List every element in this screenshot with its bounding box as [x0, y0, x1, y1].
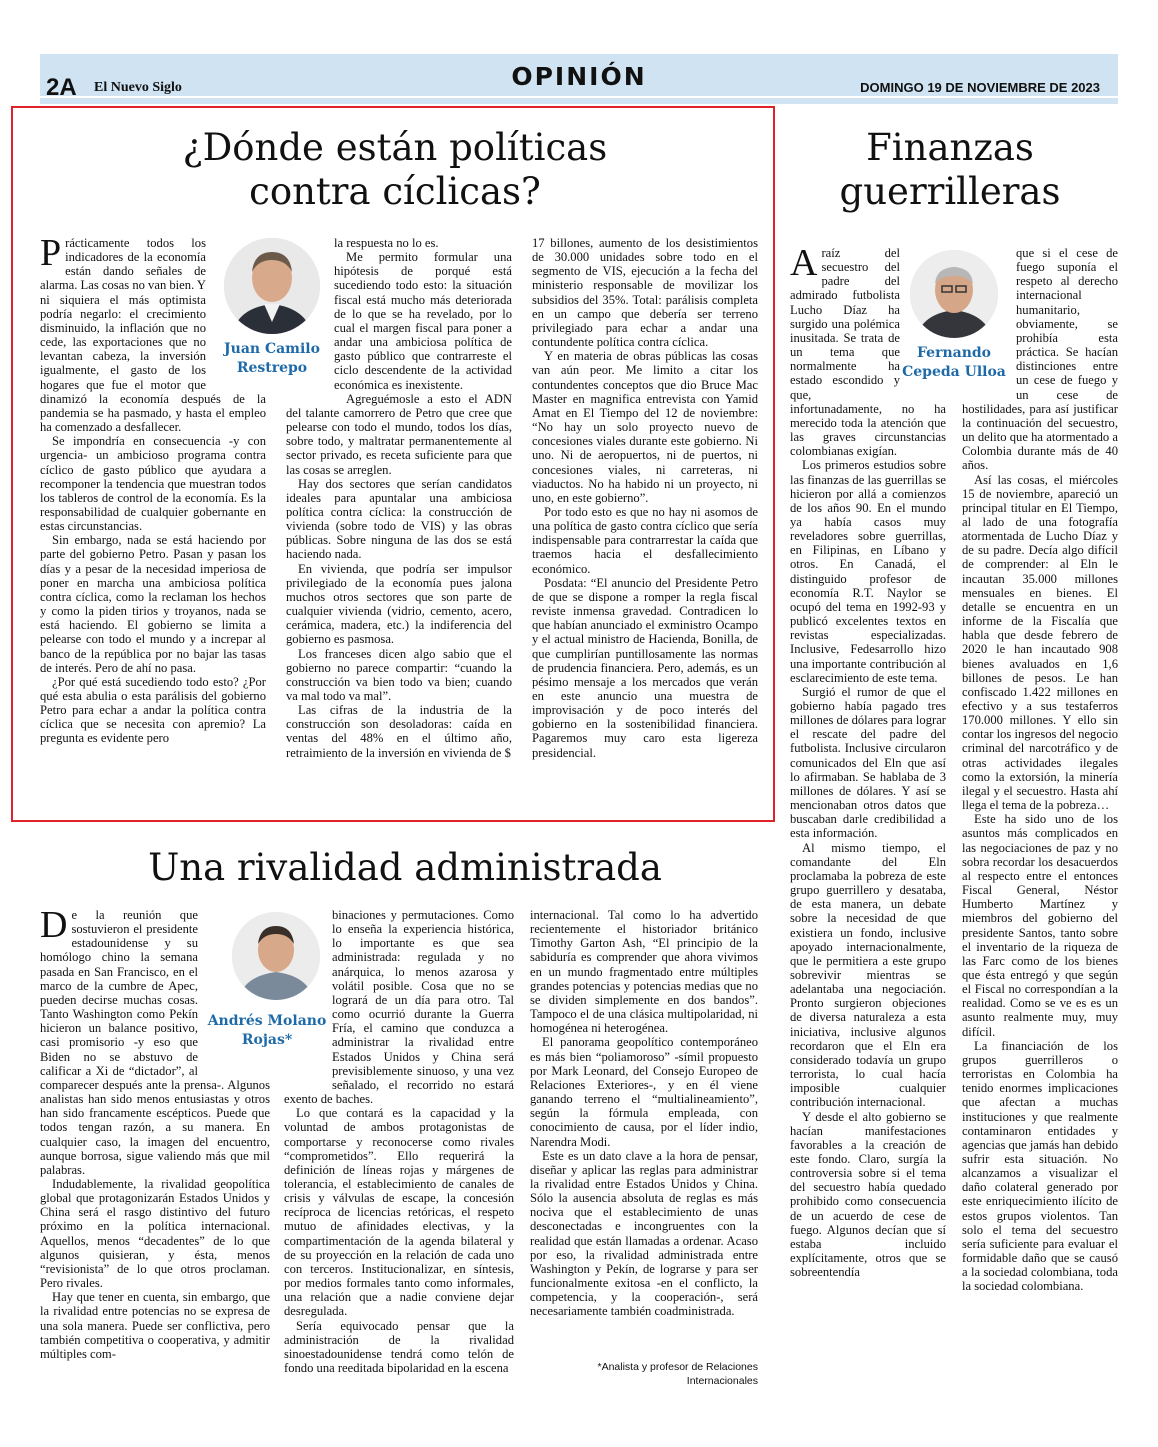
article2-column-2	[284, 908, 514, 1396]
article3-author-line1: Fernando	[916, 345, 991, 361]
article2-title: Una rivalidad administrada	[148, 846, 662, 889]
paragraph: Me permito formular una hipótesis de porqué está sucediendo todo esto: la situación fiscal está mucho más deteriorada de lo que se ha revelado, por lo cual el margen fiscal para poner a andar una ambiciosa política de gasto público que contrarreste el ciclo descendente de la actividad económica es inexistente.	[334, 250, 512, 392]
article3-dropcap: A	[790, 246, 818, 284]
article1-title	[20, 126, 770, 213]
paragraph: Y en materia de obras públicas las cosas van aún peor. Me limito a citar los contundentes conceptos que dio Bruce Mac Master en magnifica entrevista con Yamid Amat en El Tiempo del 12 de noviembre: “No hay un solo proyecto nuevo de concesiones viales durante este gobierno. Ni uno. Ni de aeropuertos, ni de puertos, ni concesiones viales, ni carreteras, ni viaductos. No ha habido ni un proyecto, ni uno, en este gobierno”.	[532, 349, 758, 505]
paragraph: Hay que tener en cuenta, sin embargo, que la rivalidad entre potencias no se expresa de una sola manera. Puede ser conflictiva, pero también competitiva o cooperativa, y admitir múltiples com-	[40, 1290, 270, 1361]
paragraph: internacional. Tal como lo ha advertido recientemente el historiador británico Timothy Garton Ash, “El principio de la sabiduría es comprender que ahora vivimos en un mundo fragmentado entre múltiples grandes potencias y potencias medias que no se dividen simplemente en dos bandos”. Tampoco el de una clásica multipolaridad, ni homogénea ni heterogénea.	[530, 908, 758, 1036]
article3-author-line2: Cepeda Ulloa	[902, 364, 1006, 380]
credit-line2: Internacionales	[686, 1375, 758, 1387]
article2-author-line2: Rojas*	[241, 1032, 293, 1048]
paragraph: que si el cese de fuego suponía el respeto al derecho internacional humanitario, obviamente, se prohibía esta práctica. Se hacían distinciones entre un cese de fuego y un cese de hostilidades, para así justificar la continuación del secuestro, un delito que ha atormentado a Colombia durante más de 40 años.	[962, 246, 1118, 473]
article1-title-line2: contra cíclicas?	[249, 169, 541, 213]
article2-author-credit	[530, 1360, 758, 1388]
paragraph: Por todo esto es que no hay ni asomos de una política de gasto contra cíclico que sería indispensable para contrarrestar la caída que traemos hacia el desfallecimiento económico.	[532, 504, 758, 576]
paragraph: raíz del secuestro del padre del admirado futbolista Lucho Díaz ha surgido una polémica inusitada. Se trata de un tema que normalmente ha estado escondido y que, infortunadamente, no ha merecido toda la atención que las graves circunstancias colombianas exigían.	[790, 246, 946, 459]
article3-column-2	[962, 246, 1118, 1386]
paragraph: Agreguémosle a esto el ADN del talante camorrero de Petro que cree que pelearse con todo el mundo, todos los días, sobre todo, y maltratar permanentemente al sector privado, es receta suficiente para que las cosas se arreglen.	[286, 391, 512, 477]
article2-column-1	[40, 908, 270, 1396]
paragraph: e la reunión que sostuvieron el presidente estadounidense y su homólogo chino la semana pasada en San Francisco, en el marco de la cumbre de Apec, pueden decirse muchas cosas. Tanto Washington como Pekín hicieron un balance positivo, casi promisorio -y eso que Biden no se abstuvo de calificar a Xi de “dictador”, al comparecer después ante la prensa-. Algunos analistas han sido menos entusiastas y otros han sido francamente escépticos. Puede que todos tengan razón, a su manera. En cualquier caso, la imagen del encuentro, aunque borrosa, sigue valiendo más que mil palabras.	[40, 908, 270, 1177]
article1-author-line2: Restrepo	[236, 360, 308, 376]
paragraph: Posdata: “El anuncio del Presidente Petro de que se dispone a romper la regla fiscal reviste inmensa gravedad. Contradicen lo que habían anunciado el exministro Ocampo y el actual ministro de Hacienda, Bonilla, de que cumplirían puntillosamente las normas de prudencia financiera. Pero, además, es un pésimo mensaje a los mercados que verán en este anuncio una muestra de improvisación y de poco interés del gobierno en la sostenibilidad financiera. Pagaremos muy caro esta ligereza presidencial.	[532, 575, 758, 760]
paragraph: Lo que contará es la capacidad y la voluntad de ambos protagonistas de comportarse y reconocerse como rivales “comprometidos”. Ello requerirá la definición de líneas rojas y márgenes de tolerancia, el establecimiento de canales de crisis y válvulas de escape, la concesión recíproca de licencias retóricas, el respeto mutuo de afinidades electivas, y la compartimentación de la agenda bilateral y de su proyección en la relación de cada uno con terceros. Institucionalizar, en síntesis, por medios formales tanto como informales, una relación que a nadie conviene dejar desregulada.	[284, 1106, 514, 1319]
article3-title-line2: guerrilleras	[839, 169, 1061, 213]
paragraph: Este ha sido uno de los asuntos más complicados en las negociaciones de paz y no sobra recordar los desacuerdos al respecto entre el entonces Fiscal General, Néstor Humberto Martínez y miembros del gobierno del presidente Santos, tanto sobre el inventario de la riqueza de las Farc como de los bienes que ésta entregó y que según el Fiscal no correspondían a la realidad. Como se ve es es un asunto realmente muy, muy difícil.	[962, 812, 1118, 1039]
paragraph: la respuesta no lo es.	[334, 236, 439, 250]
paragraph: Surgió el rumor de que el gobierno había pagado tres millones de dólares para lograr el rescate del padre del futbolista. Inclusive circularon comunicados del Eln que así lo afirmaban. Se hablaba de 3 millones de dólares. Y así se mencionaban otros datos que buscaban darle credibilidad a esta información.	[790, 684, 946, 841]
paragraph: ¿Por qué está sucediendo todo esto? ¿Por qué esta abulia o esta parálisis del gobierno Petro para echar a andar la política contra cíclica que se necesita con apremio? La pregunta es evidente pero	[40, 674, 266, 746]
paragraph: La financiación de los grupos guerrilleros o terroristas en Colombia ha tenido enormes implicaciones que afectan a muchas instituciones y que realmente contaminaron entidades y agencias que jamás han debido sufrir esta situación. No alcanzamos a visualizar el daño colateral generado por este enriquecimiento ilícito de estos grupos violentos. Tan solo el tema del secuestro sería suficiente para evaluar el formidable daño que se causó a la sociedad colombiana, toda la sociedad colombiana.	[962, 1038, 1118, 1294]
article3-column-1	[790, 246, 946, 1386]
issue-date: DOMINGO 19 DE NOVIEMBRE DE 2023	[860, 80, 1100, 95]
article2-dropcap: D	[40, 908, 68, 946]
page-number: 2A	[46, 74, 77, 101]
article1-author-line1: Juan Camilo	[224, 341, 320, 357]
paragraph: Y desde el alto gobierno se hacían manifestaciones favorables a la creación de este fondo. Claro, surgía la controversia sobre si el tema del secuestro había quedado prohibido como consecuencia de un acuerdo de cese de fuego. Algunos decían que sí estaba incluido explícitamente, otros que se sobreentendía	[790, 1109, 946, 1280]
paragraph: binaciones y permutaciones. Como lo enseña la experiencia histórica, lo importante es que sea administrada: regulada y no anárquica, lo menos azarosa y volátil posible. Cosa que no se logrará de un día para otro. Tal como ocurrió durante la Guerra Fría, el camino que conduzca a administrar la rivalidad entre Estados Unidos y China será previsiblemente sinuoso, y una vez señalado, el recorrido no estará exento de baches.	[284, 908, 514, 1107]
article1-column-1	[40, 236, 266, 800]
paragraph: Así las cosas, el miércoles 15 de noviembre, apareció un principal titular en El Tiempo, al lado de una fotografía atormentada de Lucho Díaz y de su padre. Decía algo difícil de comprender: al Eln le incautan 35.000 millones mensuales en bienes. El detalle se encuentra en un informe de la Fiscalía que habla que desde febrero de 2020 le han incautado 908 bienes avaluados en 1,6 billones de pesos. Le han confiscado 1.422 millones en efectivo y a sus testaferros 170.000 millones. Y ello sin contar los ingresos del negocio criminal del narcotráfico y de otras actividades ilegales como la extorsión, la minería ilegal y el secuestro. Hasta ahí llega el tema de la pobreza…	[962, 472, 1118, 813]
paragraph: Sin embargo, nada se está haciendo por parte del gobierno Petro. Pasan y pasan los días y a pesar de la necesidad imperiosa de poner en marcha una ambiciosa política contra cíclica, como la reclaman los hechos y como la piden tirios y troyanos, nada se está haciendo. El gobierno se limita a pelearse con todo el mundo y a increpar al banco de la república por no bajar las tasas de interés. Pero de ahí no pasa.	[40, 533, 266, 675]
newspaper-brand: El Nuevo Siglo	[94, 80, 182, 95]
paragraph: Se impondría en consecuencia -y con urgencia- un ambicioso programa contra cíclico de gasto público que ayudara a recomponer la tendencia que muestran todos los tableros de control de la economía. Es la responsabilidad de cualquier gobernante en estas circunstancias.	[40, 434, 266, 534]
paragraph: Indudablemente, la rivalidad geopolítica global que protagonizarán Estados Unidos y China será el rasgo distintivo del futuro próximo en la política internacional. Aquellos, menos “decadentes” de lo que algunos quisieran, y ésta, menos “revisionista” de lo que otros proclaman. Pero rivales.	[40, 1176, 270, 1291]
paragraph: Este es un dato clave a la hora de pensar, diseñar y aplicar las reglas para administrar la rivalidad entre Estados Unidos y China. Sólo la ausencia absoluta de reglas es más nociva que el establecimiento de unas desconectadas e incongruentes con la realidad que están llamadas a ordenar. Acaso por eso, la rivalidad administrada entre Washington y Pekín, de lograrse y para ser funcionalmente exitosa -en el conflicto, la competencia, y la cooperación-, será necesariamente también coadministrada.	[530, 1148, 758, 1319]
credit-line1: *Analista y profesor de Relaciones	[597, 1361, 758, 1373]
article1-dropcap: P	[40, 236, 62, 274]
header-rule	[40, 96, 1118, 104]
article3-title-line1: Finanzas	[866, 126, 1034, 169]
article2-column-3	[530, 908, 758, 1358]
paragraph: Hay dos sectores que serían candidatos ideales para apuntalar una ambiciosa política contra cíclica: la construcción de vivienda (sobre todo de VIS) y las obras públicas. Sobre ninguna de las dos se está haciendo nada.	[286, 476, 512, 562]
paragraph: Al mismo tiempo, el comandante del Eln proclamaba la pobreza de este grupo guerrillero y desataba, de esta manera, un debate sobre la necesidad de que existiera un fondo, inclusive apoyado internacionalmente, que le permitiera a este grupo sobrevivir mientras se adelantaba una negociación. Pronto surgieron objeciones de diversa naturaleza a esta iniciativa, inclusive algunos recordaron que el Eln era considerado todavía un grupo terrorista, lo cual hacía imposible cualquier contribución internacional.	[790, 840, 946, 1110]
article2-author-line1: Andrés Molano	[207, 1013, 327, 1029]
paragraph: El panorama geopolítico contemporáneo es más bien “poliamoroso” -símil propuesto por Mark Leonard, del Consejo Europeo de Relaciones Exteriores-, y en él viene ganando terreno el “multialineamiento”, según la fórmula empleada, con conocimiento de causa, por el líder indio, Narendra Modi.	[530, 1035, 758, 1149]
article1-column-2	[286, 236, 512, 800]
paragraph: 17 billones, aumento de los desistimientos de 30.000 unidades sobre todo en el segmento de VIS, ejecución a la fecha del ministerio responsable de movilizar los subsidios del 35%. Total: parálisis completa en un campo que debería ser terreno privilegiado para echar a andar una contundente política contra cíclica.	[532, 236, 758, 350]
paragraph: Sería equivocado pensar que la administración de la rivalidad sinoestadounidense tendrá como telón de fondo una reeditada bipolaridad en la escena	[284, 1318, 514, 1375]
article3-title	[790, 126, 1110, 213]
article1-column-3	[532, 236, 758, 800]
paragraph: rácticamente todos los indicadores de la economía están dando señales de alarma. Las cosas no van bien. Y ni siquiera el más optimista podría negarlo: el crecimiento disminuido, la inflación que no cede, las exportaciones que no levantan cabeza, la inversión igualmente, el gasto de los hogares que fue el motor que dinamizó la economía después de la pandemia se ha pasmado, y hasta el empleo ha comenzado a desfallecer.	[40, 236, 266, 435]
paragraph: Los franceses dicen algo sabio que el gobierno no parece compartir: “cuando la construcción va bien todo va bien; cuando va mal todo va mal”.	[286, 646, 512, 703]
article1-title-line1: ¿Dónde están políticas	[182, 126, 608, 169]
section-title: OPINIÓN	[511, 62, 647, 91]
paragraph: Las cifras de la industria de la construcción son desoladoras: caída en ventas del 48% en el último año, retraimiento de la inversión en vivienda de $	[286, 703, 512, 760]
paragraph: Los primeros estudios sobre las finanzas de las guerrillas se hicieron por allá a comienzos de los años 90. En el mundo ya había casos muy reveladores sobre guerrillas, en Filipinas, en Líbano y otros. En Canadá, el distinguido profesor de economía R.T. Naylor se ocupó del tema en 1992-93 y publicó excelentes textos en revistas especializadas. Inclusive, Fedesarrollo hizo una importante contribución al esclarecimiento de este tema.	[790, 458, 946, 685]
paragraph: En vivienda, que podría ser impulsor privilegiado de la economía pues jalona muchos otros sectores que son parte de cualquier vivienda (vidrio, cemento, acero, cerámica, madera, etc.) la indiferencia del gobierno es pasmosa.	[286, 561, 512, 647]
